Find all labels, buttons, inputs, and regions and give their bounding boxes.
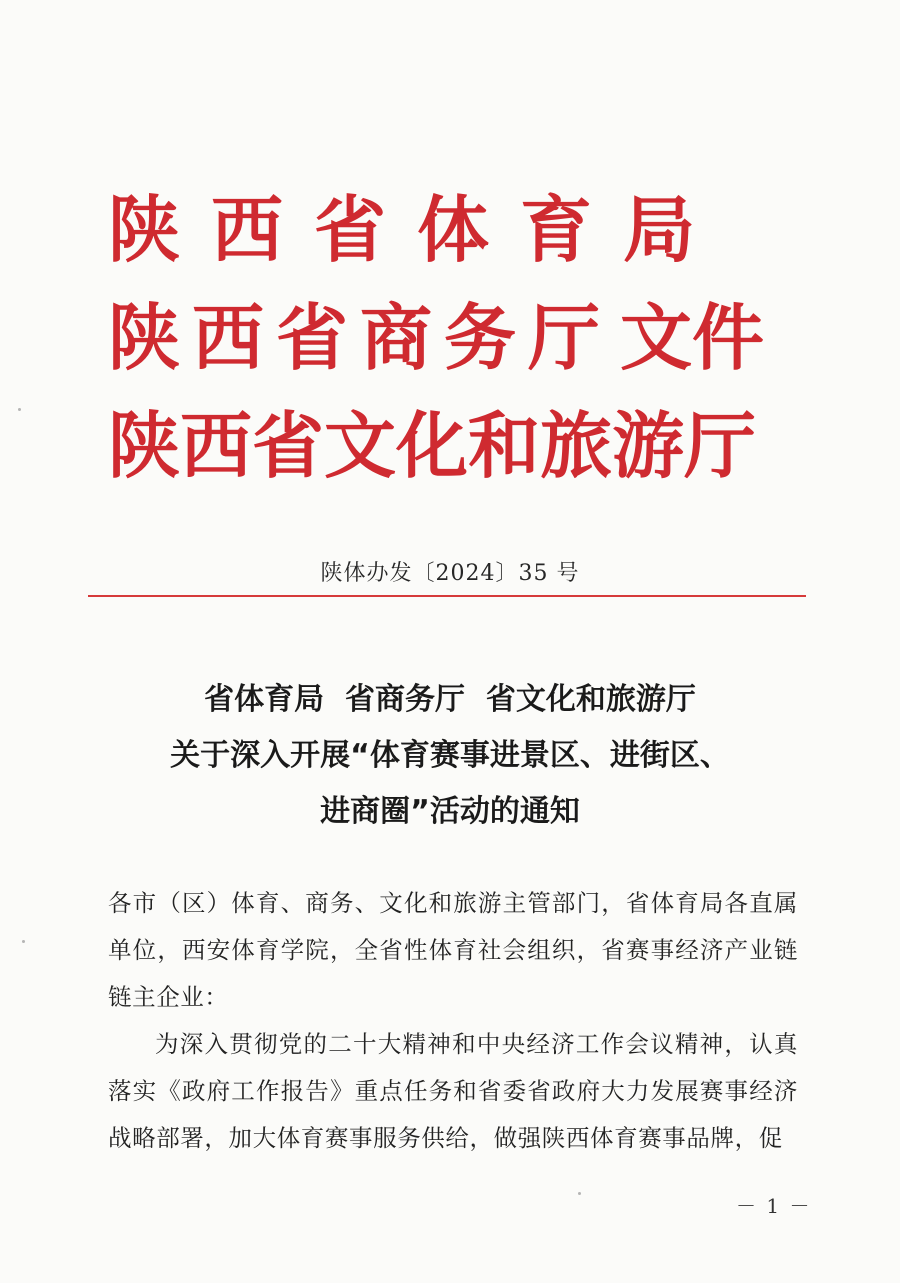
title-line-1: 省体育局 省商务厅 省文化和旅游厅 xyxy=(204,682,696,717)
notice-title xyxy=(0,672,900,840)
document-number: 陕体办发〔2024〕35 号 xyxy=(320,561,580,586)
page-number: － 1 － xyxy=(736,1194,812,1218)
title-line-3: 进商圈”活动的通知 xyxy=(320,794,580,829)
body-paragraph-1: 为深入贯彻党的二十大精神和中央经济工作会议精神，认真落实《政府工作报告》重点任务和省委省政府大力发展赛事经济战略部署，加大体育赛事服务供给，做强陕西体育赛事品牌，促 xyxy=(108,1030,798,1152)
addressee-paragraph: 各市（区）体育、商务、文化和旅游主管部门，省体育局各直属单位，西安体育学院，全省性体育社会组织，省赛事经济产业链链主企业： xyxy=(108,889,798,1011)
title-line-2: 关于深入开展“体育赛事进景区、进街区、 xyxy=(170,738,730,773)
scan-speck xyxy=(578,1192,581,1195)
header-line-culture-tourism-department: 陕西省文化和旅游厅 xyxy=(108,403,757,488)
header-document-suffix: 文件 xyxy=(620,295,765,380)
issuing-authorities-header xyxy=(108,176,808,500)
scan-speck xyxy=(18,408,21,411)
scan-speck xyxy=(22,940,25,943)
notice-body xyxy=(108,880,798,1162)
red-divider-line xyxy=(88,595,806,597)
header-line-sports-bureau: 陕西省体育局 xyxy=(108,187,727,272)
header-line-commerce-department xyxy=(108,284,808,392)
header-commerce-name: 陕西省商务厅 xyxy=(108,295,613,380)
